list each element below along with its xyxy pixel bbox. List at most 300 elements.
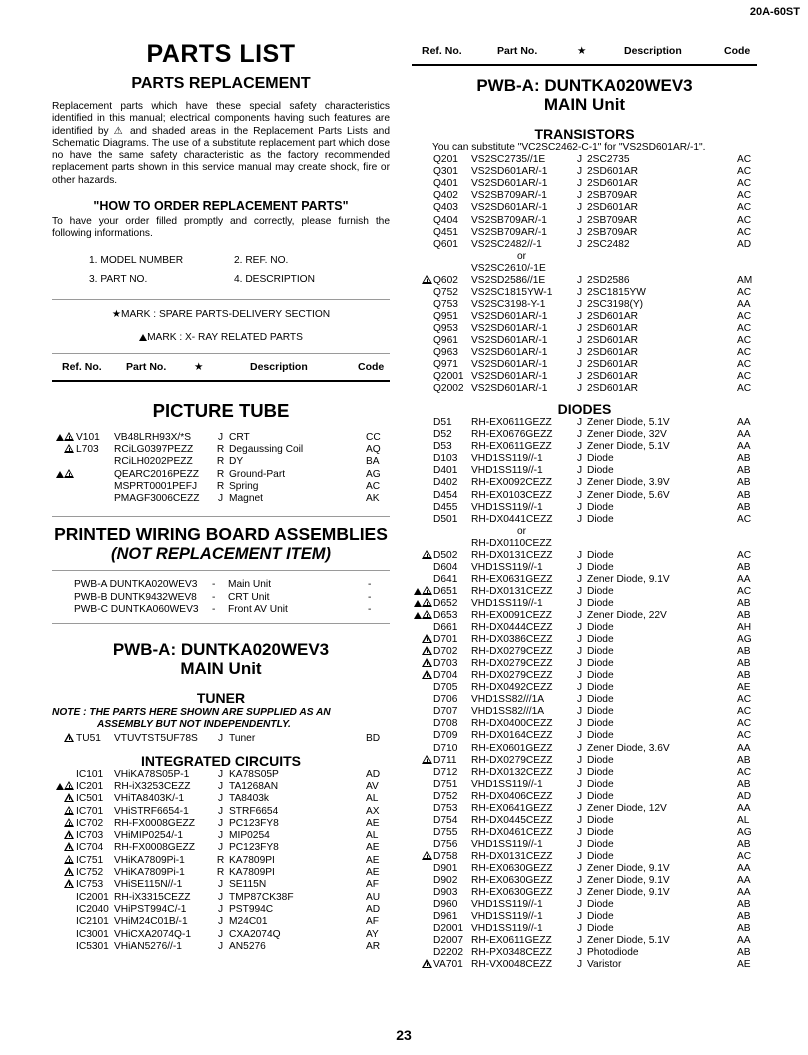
description: 2SB709AR [587, 190, 638, 202]
ref-no: D960 [433, 899, 458, 911]
price-code: AM [737, 274, 753, 286]
part-number: VS2SB709AR/-1 [471, 190, 547, 202]
delivery-code: J [576, 359, 583, 371]
part-number: VHD1SS119//-1 [471, 923, 543, 935]
ref-no: IC753 [76, 879, 104, 891]
description: Ground-Part [229, 468, 286, 480]
mark-cell [412, 383, 433, 395]
table-row [412, 239, 757, 251]
part-number: VS2SC2482//-1 [471, 238, 542, 250]
mark-cell [412, 610, 433, 622]
delivery-code: J [576, 178, 583, 190]
mark-cell [412, 887, 433, 899]
delivery-code: J [576, 190, 583, 202]
price-code: AY [366, 928, 379, 940]
description: Diode [587, 790, 614, 802]
description: Tuner [229, 733, 256, 745]
order-item: 4. DESCRIPTION [234, 273, 315, 285]
mark-cell [412, 622, 433, 634]
delivery-code: J [576, 561, 583, 573]
ref-no [76, 469, 114, 481]
delivery-code: J [576, 501, 583, 513]
how-to-order-text: To have your order filled promptly and correctly, please furnish the following informations. [52, 216, 390, 240]
pwba-heading: PWB-A: DUNTKA020WEV3 [112, 640, 330, 660]
ref-no: IC501 [76, 793, 104, 805]
price-code: AD [737, 790, 752, 802]
mark-cell [412, 755, 433, 767]
mark-cell [412, 562, 433, 574]
table-row [412, 682, 757, 694]
part-number: RH-DX0164CEZZ [471, 730, 553, 742]
table-row [412, 923, 757, 935]
transistors-heading: TRANSISTORS [534, 126, 635, 142]
delivery-code: J [576, 778, 583, 790]
header-ref: Ref. No. [62, 360, 102, 373]
header-desc: Description [250, 360, 308, 373]
table-row [412, 634, 757, 646]
description: 2SD601AR [587, 322, 638, 334]
price-code: AB [737, 477, 751, 489]
delivery-code: J [576, 766, 583, 778]
ref-no: D653 [433, 609, 458, 621]
pwb-assemblies-heading: PRINTED WIRING BOARD ASSEMBLIES [54, 524, 388, 545]
part-number: RH-DX0279CEZZ [471, 658, 553, 670]
part-number: RCiLG0397PEZZ [114, 443, 194, 455]
mark-cell [52, 904, 76, 916]
table-row [412, 947, 757, 959]
mark-cell [412, 911, 433, 923]
delivery-code: J [576, 371, 583, 383]
price-code: AC [737, 383, 752, 395]
delivery-code: J [576, 718, 583, 730]
parts-replacement-heading: PARTS REPLACEMENT [131, 75, 311, 92]
mark-cell [412, 299, 433, 311]
mark-cell [52, 444, 76, 456]
part-number: RH-DX0441CEZZ [471, 513, 553, 525]
mark-cell [52, 781, 76, 793]
safety-warning-icon [422, 634, 432, 643]
xray-triangle-icon [414, 612, 422, 619]
delivery-code: R [216, 456, 225, 468]
part-number: RH-DX0279CEZZ [471, 646, 553, 658]
price-code: AC [366, 480, 381, 492]
delivery-code: R [216, 854, 225, 866]
part-number: VS2SD601AR/-1 [471, 335, 548, 346]
safety-warning-icon [64, 818, 74, 827]
safety-warning-icon [64, 842, 74, 851]
description: Diode [587, 754, 614, 766]
ref-no: D53 [433, 441, 452, 453]
delivery-code: J [576, 585, 583, 597]
xray-triangle-icon [56, 783, 64, 790]
table-row [52, 830, 390, 842]
price-code: AA [737, 887, 751, 899]
part-number: VS2SC2735//1E [471, 154, 546, 166]
table-row [412, 875, 757, 887]
delivery-code: J [576, 549, 583, 561]
part-number: RH-DX0461CEZZ [471, 826, 553, 838]
ref-no: D401 [433, 465, 458, 477]
description: 2SB709AR [587, 226, 638, 238]
table-row [412, 706, 757, 718]
table-row [52, 456, 390, 468]
mark-cell [412, 502, 433, 514]
part-number: RH-VX0048CEZZ [471, 959, 552, 971]
safety-warning-icon [64, 444, 74, 453]
ref-no: Q752 [433, 286, 458, 298]
price-code: AQ [366, 443, 381, 455]
main-unit-heading: MAIN Unit [180, 659, 262, 679]
table-row [412, 767, 757, 779]
mark-cell [412, 839, 433, 851]
price-code: AE [737, 682, 751, 694]
price-code: AC [737, 190, 752, 202]
delivery-code: J [576, 453, 583, 465]
ref-no: D902 [433, 875, 458, 887]
mark-cell [52, 941, 76, 953]
ref-no: Q404 [433, 214, 458, 226]
price-code: AA [737, 742, 751, 754]
part-number: VHD1SS119//-1 [471, 465, 543, 477]
description: Diode [587, 911, 614, 923]
part-number: VHD1SS119//-1 [471, 899, 543, 911]
delivery-code: J [217, 805, 224, 817]
table-row [412, 730, 757, 742]
table-row [52, 879, 390, 891]
delivery-code: J [576, 923, 583, 935]
table-row [412, 287, 757, 299]
price-code: AC [737, 226, 752, 238]
mark-cell [52, 818, 76, 830]
delivery-code: J [576, 238, 583, 250]
mark-cell [412, 227, 433, 239]
part-number: VS2SB709AR/-1 [471, 214, 547, 226]
delivery-code: J [576, 166, 583, 178]
price-code: AU [366, 891, 381, 903]
ref-no: D502 [433, 549, 458, 561]
description: 2SD601AR [587, 310, 638, 322]
table-row [412, 311, 757, 323]
description: PST994C [229, 903, 274, 915]
ref-no: D752 [433, 790, 458, 802]
mark-cell [412, 586, 433, 598]
pwb-name: PWB-C DUNTKA060WEV3 [74, 604, 199, 616]
pwb-name: PWB-A DUNTKA020WEV3 [74, 579, 198, 591]
mark-cell [412, 371, 433, 383]
spare-parts-mark-note: ★MARK : SPARE PARTS-DELIVERY SECTION [111, 308, 331, 320]
part-number: VS2SD601AR/-1 [471, 166, 548, 178]
part-number: VHiPST994C/-1 [114, 903, 187, 915]
delivery-code: J [576, 622, 583, 634]
part-number: MSPRT0001PEFJ [114, 480, 198, 492]
transistors-note: You can substitute "VC2SC2462-C-1" for "VS2SD601AR/-1". [432, 142, 706, 153]
price-code: AA [737, 441, 751, 453]
price-code: AC [737, 202, 752, 214]
part-number: RH-PX0348CEZZ [471, 947, 552, 959]
mark-cell [412, 263, 433, 275]
ref-no: D903 [433, 887, 458, 899]
description: Diode [587, 597, 614, 609]
description: 2SD601AR [587, 383, 638, 395]
delivery-code: J [217, 940, 224, 952]
price-code: AC [737, 513, 752, 525]
safety-warning-icon [422, 670, 432, 679]
price-code: AB [737, 561, 751, 573]
tuner-heading: TUNER [196, 690, 246, 707]
table-row [412, 526, 757, 538]
part-number: VHiKA7809Pi-1 [114, 854, 185, 866]
mark-cell [412, 550, 433, 562]
table-row [412, 347, 757, 359]
description: Diode [587, 646, 614, 658]
part-number: RH-DX0445CEZZ [471, 814, 553, 826]
price-code: AC [737, 154, 752, 166]
price-code: AL [366, 793, 379, 805]
price-code: AC [737, 850, 752, 862]
price-code: AK [366, 493, 380, 505]
ref-no: Q301 [433, 166, 458, 178]
part-number: RH-EX0676GEZZ [471, 429, 553, 441]
part-number: RH-DX0492CEZZ [471, 682, 553, 694]
safety-warning-icon [64, 830, 74, 839]
pwb-name: PWB-B DUNTK9432WEV8 [74, 591, 197, 603]
part-number: VHiTA8403K/-1 [114, 793, 185, 805]
part-number: VHiMIP0254/-1 [114, 830, 184, 842]
mark-cell [52, 733, 76, 745]
price-code: AA [737, 417, 751, 429]
ref-no: D2001 [433, 923, 464, 935]
safety-warning-icon [422, 658, 432, 667]
description: Diode [587, 453, 614, 465]
delivery-code: J [217, 817, 224, 829]
mark-cell [52, 855, 76, 867]
table-row [412, 718, 757, 730]
ref-no: D701 [433, 634, 458, 646]
main-unit-heading: MAIN Unit [543, 95, 626, 114]
table-row [412, 323, 757, 335]
table-row [412, 935, 757, 947]
mark-cell [52, 879, 76, 891]
delivery-code: J [576, 441, 583, 453]
table-row [412, 429, 757, 441]
table-row [412, 755, 757, 767]
divider [52, 299, 390, 300]
part-number: RH-EX0630GEZZ [471, 887, 553, 899]
mark-cell [412, 718, 433, 730]
description: KA7809PI [229, 854, 275, 866]
safety-warning-icon [422, 586, 432, 595]
price-code: AB [737, 838, 751, 850]
left-column [52, 40, 390, 953]
price-code: AB [737, 453, 751, 465]
description: Zener Diode, 9.1V [587, 862, 670, 874]
delivery-code: J [576, 911, 583, 923]
delivery-code: J [576, 694, 583, 706]
description: Magnet [229, 493, 263, 505]
picture-tube-heading: PICTURE TUBE [152, 399, 290, 421]
pwb-desc: CRT Unit [228, 591, 270, 603]
table-row [412, 574, 757, 586]
delivery-code: J [576, 347, 583, 359]
price-code: BD [366, 733, 381, 745]
part-number: VHD1SS119//-1 [471, 911, 543, 923]
part-number: VHiAN5276//-1 [114, 940, 182, 952]
mark-cell [412, 658, 433, 670]
order-item: 1. MODEL NUMBER [89, 254, 184, 266]
delivery-code: J [217, 431, 224, 443]
mark-cell [52, 842, 76, 854]
divider [52, 623, 390, 624]
order-item: 3. PART NO. [89, 273, 148, 285]
mark-cell [412, 670, 433, 682]
description: Zener Diode, 12V [587, 802, 667, 814]
part-number: RH-EX0641GEZZ [471, 802, 553, 814]
price-code: AE [737, 959, 751, 971]
table-row [52, 493, 390, 505]
mark-cell [412, 634, 433, 646]
delivery-code: J [217, 733, 224, 745]
table-row [412, 453, 757, 465]
description: KA7809PI [229, 867, 275, 879]
ref-no: Q201 [433, 154, 458, 166]
delivery-code: J [576, 947, 583, 959]
price-code: AB [737, 597, 751, 609]
price-code: AC [737, 310, 752, 322]
price-code: AC [737, 371, 752, 383]
pwb-dash: - [212, 604, 216, 616]
part-number: RH-DX0132CEZZ [471, 766, 553, 778]
price-code: AC [737, 286, 752, 298]
price-code: AD [366, 768, 381, 780]
table-row [412, 586, 757, 598]
ref-no: D754 [433, 814, 458, 826]
price-code [737, 538, 757, 550]
delivery-code: J [576, 670, 583, 682]
price-code: CC [366, 431, 381, 443]
part-number: VHiCXA2074Q-1 [114, 928, 192, 940]
ref-no: IC201 [76, 780, 104, 792]
xray-mark-note: MARK : X- RAY RELATED PARTS [52, 332, 390, 343]
safety-warning-icon [64, 806, 74, 815]
ref-no: IC2001 [76, 891, 109, 903]
description: Diode [587, 778, 614, 790]
description: Diode [587, 814, 614, 826]
description: DY [229, 456, 244, 468]
ref-no: D501 [433, 513, 458, 525]
ref-no: V101 [76, 431, 100, 443]
diodes-table [412, 417, 757, 971]
part-number: VHiKA7809Pi-1 [114, 867, 185, 879]
delivery-code: J [576, 634, 583, 646]
description: TA8403k [229, 793, 270, 805]
description: Zener Diode, 5.1V [587, 935, 670, 947]
mark-cell [412, 791, 433, 803]
part-number: RH-iX3253CEZZ [114, 780, 191, 792]
part-number: VS2SD2586//1E [471, 274, 546, 286]
mark-cell [412, 538, 433, 550]
table-row [412, 441, 757, 453]
table-row [412, 178, 757, 190]
mark-cell [412, 779, 433, 791]
description: Diode [587, 923, 614, 935]
delivery-code: J [217, 768, 224, 780]
part-number: QEARC2016PEZZ [114, 468, 199, 480]
description [587, 263, 737, 275]
table-row [52, 444, 390, 456]
description: Diode [587, 718, 614, 730]
xray-triangle-icon [414, 588, 422, 595]
description: Diode [587, 465, 614, 477]
description: AN5276 [229, 940, 266, 952]
ref-no: Q602 [433, 274, 458, 286]
part-number: RH-EX0631GEZZ [471, 573, 553, 585]
mark-cell [412, 803, 433, 815]
price-code: AC [737, 694, 752, 706]
table-row [412, 490, 757, 502]
mark-cell [52, 806, 76, 818]
delivery-code: J [217, 916, 224, 928]
ref-no: VA701 [433, 959, 463, 971]
table-row [52, 469, 390, 481]
price-code: AH [737, 622, 752, 634]
ref-no: D708 [433, 718, 458, 730]
safety-warning-icon [422, 646, 432, 655]
part-number: or [516, 525, 527, 537]
delivery-code: J [576, 274, 583, 286]
price-code: AE [366, 817, 380, 829]
price-code [737, 263, 757, 275]
delivery-code: J [576, 899, 583, 911]
delivery-code: R [216, 480, 225, 492]
description: Zener Diode, 22V [587, 609, 667, 621]
picture-tube-table [52, 432, 390, 506]
table-row [412, 514, 757, 526]
table-row [412, 658, 757, 670]
tuner-table [52, 733, 390, 745]
tuner-note-line2: ASSEMBLY BUT NOT INDEPENDENTLY. [97, 719, 291, 731]
part-number: VS2SC1815YW-1 [471, 286, 553, 298]
description: Diode [587, 706, 614, 718]
price-code: BA [366, 456, 380, 468]
ref-no: Q403 [433, 202, 458, 214]
part-number: RH-DX0279CEZZ [471, 754, 553, 766]
table-row [412, 538, 757, 550]
mark-cell [412, 347, 433, 359]
table-row [412, 743, 757, 755]
part-number: RH-DX0131CEZZ [471, 585, 553, 597]
ref-no: D702 [433, 646, 458, 658]
table-row [412, 335, 757, 347]
delivery-code: J [576, 826, 583, 838]
description: PC123FY8 [229, 817, 279, 829]
table-row [412, 851, 757, 863]
ref-no: IC704 [76, 842, 104, 854]
table-row [412, 154, 757, 166]
price-code: AB [737, 899, 751, 911]
price-code: AA [737, 573, 751, 585]
header-desc: Description [624, 45, 682, 57]
mark-cell [412, 441, 433, 453]
safety-warning-icon [422, 755, 432, 764]
delivery-code [572, 263, 587, 275]
table-row [52, 781, 390, 793]
description: M24C01 [229, 916, 268, 928]
price-code: AB [737, 911, 751, 923]
ref-no: D2202 [433, 947, 464, 959]
table-row [412, 299, 757, 311]
mark-cell [52, 867, 76, 879]
mark-cell [412, 202, 433, 214]
